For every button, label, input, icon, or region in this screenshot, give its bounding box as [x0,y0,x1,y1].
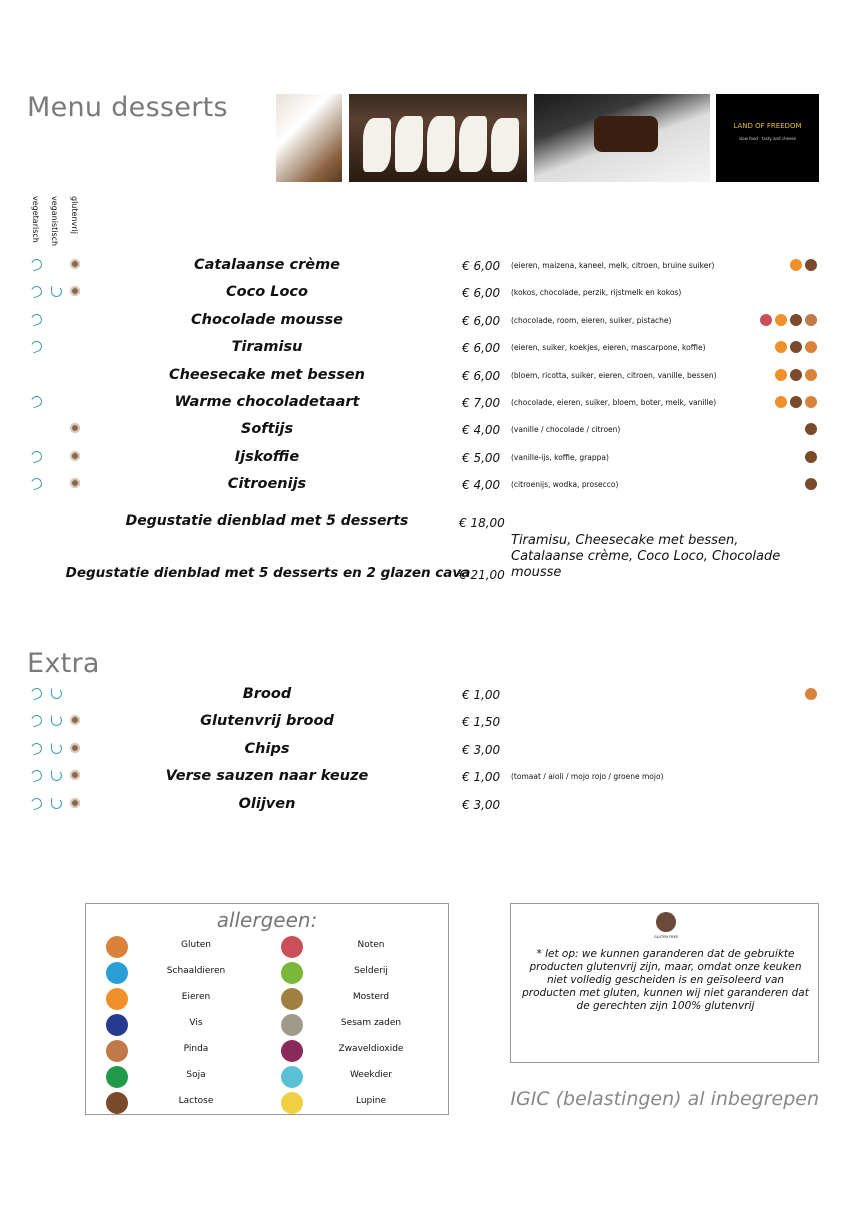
dish-ingredients: (bloem, ricotta, suiker, eieren, citroen, vanille, bessen) [511,370,717,380]
menu-row [0,310,854,334]
allergen-lupine [281,1092,451,1116]
lactose-icon [804,422,818,436]
logo-tagline: slow food · tasty and cheese [738,136,797,141]
dish-price: € 6,00 [462,341,501,356]
dish-name: Glutenvrij brood [200,713,334,730]
noten-icon [281,936,303,958]
allergen-legend-title: allergeen: [216,908,318,932]
dish-price: € 1,00 [462,770,501,785]
gluten-icon [106,936,128,958]
dish-price: € 5,00 [462,450,501,465]
tasting-item-5 [95,513,439,535]
dish-name: Cheesecake met bessen [168,366,366,383]
allergen-label: Gluten [181,940,211,950]
menu-row [0,255,854,279]
allergen-schaaldieren [106,962,276,986]
dish-price: € 3,00 [462,742,501,757]
allergen-sesam [281,1014,451,1038]
allergen-gluten [106,936,276,960]
tasting-name: Degustatie dienblad met 5 desserts [125,513,409,529]
logo-name: LAND OF FREEDOM [733,122,802,130]
vegetarian-icon [29,312,43,326]
dish-ingredients: (kokos, chocolade, perzik, rijstmelk en kokos) [511,288,682,298]
allergen-legend [85,903,449,1115]
column-vegetarisch: vegetarisch [31,196,40,243]
noten-icon [759,313,773,327]
allergen-label: Zwaveldioxide [338,1044,404,1054]
gluten-icon [804,368,818,382]
vegetarian-icon [29,686,43,700]
allergen-selderij [281,962,451,986]
vegan-icon [51,743,62,754]
extra-title: Extra [27,648,100,679]
menu-row [0,766,854,790]
menu-row [0,365,854,389]
dish-name: Ijskoffie [234,448,300,465]
tasting-price: € 21,00 [459,568,505,582]
vegan-icon [51,688,62,699]
gluten-free-icon [656,912,676,932]
allergen-label: Eieren [181,992,211,1002]
vegetarian-icon [29,285,43,299]
allergen-label: Selderij [354,966,388,976]
dish-ingredients: (citroenijs, wodka, prosecco) [511,480,619,490]
menu-row [0,684,854,708]
dish-ingredients: (vanille-ijs, koffie, grappa) [511,452,609,462]
allergen-vis [106,1014,276,1038]
dish-name: Warme chocoladetaart [174,394,360,410]
vegan-icon [51,715,62,726]
dish-name: Olijven [238,795,296,812]
eieren-icon [789,258,803,272]
dish-ingredients: (vanille / chocolade / citroen) [511,425,621,435]
gluten-icon [804,340,818,354]
column-glutenvrij: glutenvrij [70,196,79,234]
tasting-name: Degustatie dienblad met 5 desserts en 2 glazen cava [65,565,471,581]
dish-name: Chocolade mousse [191,311,343,328]
allergen-label: Lactose [178,1096,214,1106]
allergen-zwaveldioxide [281,1040,451,1064]
allergen-noten [281,936,451,960]
allergen-label: Pinda [183,1044,209,1054]
lactose-icon [789,368,803,382]
eieren-icon [774,368,788,382]
tasting-item-cava [60,565,480,587]
photo-plate-3 [427,116,455,172]
vegan-icon [51,770,62,781]
dish-name: Coco Loco [226,284,308,301]
lactose-icon [106,1092,128,1114]
lactose-icon [789,340,803,354]
allergen-pinda [106,1040,276,1064]
schaaldieren-icon [106,962,128,984]
allergen-eieren [106,988,276,1012]
menu-row [0,739,854,763]
eieren-icon [774,340,788,354]
pinda-icon [106,1040,128,1062]
dish-name: Brood [242,686,292,702]
dish-price: € 7,00 [462,396,501,410]
gluten-free-icon [70,286,80,296]
eieren-icon [774,313,788,327]
menu-row [0,794,854,818]
tax-note: IGIC (belastingen) al inbegrepen [510,1088,819,1110]
photo-plate-1 [363,118,391,172]
vegetarian-icon [29,257,43,271]
selderij-icon [281,962,303,984]
allergen-label: Mosterd [352,992,390,1002]
pinda-icon [804,313,818,327]
gluten-icon [804,687,818,701]
dish-price: € 1,00 [462,688,501,702]
dish-name: Verse sauzen naar keuze [165,768,369,785]
eieren-icon [774,395,788,409]
page-title: Menu desserts [27,92,228,123]
photo-plate-4 [459,116,487,172]
vegetarian-icon [29,394,43,408]
menu-row [0,337,854,361]
eieren-icon [106,988,128,1010]
allergen-label: Vis [189,1018,203,1028]
menu-row [0,711,854,735]
lactose-icon [804,450,818,464]
gluten-free-icon [70,715,80,725]
dish-price: € 6,00 [462,368,501,383]
photo-cake-piece [594,116,658,152]
gluten-free-icon [70,798,80,808]
gluten-note-box [510,903,819,1063]
lactose-icon [789,313,803,327]
vegetarian-icon [29,714,43,728]
dish-name: Softijs [240,421,294,438]
menu-row [0,419,854,443]
allergen-label: Noten [357,940,385,950]
gluten-free-icon [70,770,80,780]
zwaveldioxide-icon [281,1040,303,1062]
gluten-icon [804,395,818,409]
photo-cake-slice [276,94,342,182]
gluten-note-text: * let op: we kunnen garanderen dat de gebruikte producten glutenvrij zijn, maar, omdat onze keuken niet volledig gescheiden is en geïsoleerd van producten met gluten, kunnen wij niet garanderen dat de gerechten zijn 100% glutenvrij [522,948,809,1012]
allergen-label: Soja [186,1070,206,1080]
gluten-free-icon [70,259,80,269]
lactose-icon [804,477,818,491]
vegan-icon [51,798,62,809]
photo-plate-5 [491,118,519,172]
allergen-label: Sesam zaden [340,1018,402,1028]
allergen-label: Lupine [355,1096,386,1106]
soja-icon [106,1066,128,1088]
vegetarian-icon [29,340,43,354]
allergen-weekdier [281,1066,451,1090]
gluten-free-icon [70,478,80,488]
vegetarian-icon [29,477,43,491]
dish-name: Chips [244,740,290,757]
column-veganistisch: veganistisch [50,196,59,247]
menu-row [0,447,854,471]
menu-row [0,392,854,416]
vegetarian-icon [29,796,43,810]
dish-ingredients: (eieren, maizena, kaneel, melk, citroen, bruine suiker) [511,261,715,270]
dish-ingredients: (chocolade, room, eieren, suiker, pistache) [511,315,672,325]
dish-price: € 4,00 [462,478,501,493]
dish-price: € 6,00 [462,286,501,301]
gluten-free-icon [70,743,80,753]
gluten-free-icon [70,451,80,461]
allergen-label: Weekdier [349,1070,393,1080]
gluten-free-icon [70,423,80,433]
dish-price: € 1,50 [462,715,501,730]
dish-name: Catalaanse crème [193,257,341,273]
dish-ingredients: (tomaat / aioli / mojo rojo / groene mojo) [511,772,664,782]
dish-name: Citroenijs [227,476,307,493]
logo-land-of-freedom [716,94,819,182]
vegetarian-icon [29,741,43,755]
allergen-soja [106,1066,276,1090]
tasting-note: Tiramisu, Cheesecake met bessen, Catalaanse crème, Coco Loco, Chocolade mousse [511,533,781,580]
gluten-free-badge: GLUTEN FREE [654,935,678,939]
photo-dessert-tray [349,94,527,182]
photo-chocolate-cake [534,94,710,182]
lactose-icon [804,258,818,272]
lupine-icon [281,1092,303,1114]
mosterd-icon [281,988,303,1010]
vegetarian-icon [29,449,43,463]
vegan-icon [51,286,62,297]
allergen-mosterd [281,988,451,1012]
vis-icon [106,1014,128,1036]
weekdier-icon [281,1066,303,1088]
dish-price: € 3,00 [462,797,501,812]
vegetarian-icon [29,769,43,783]
tasting-price: € 18,00 [459,516,505,530]
dish-price: € 6,00 [462,259,501,273]
dish-ingredients: (eieren, suiker, koekjes, eieren, mascarpone, koffie) [511,343,706,353]
dish-ingredients: (chocolade, eieren, suiker, bloem, boter, melk, vanille) [511,398,717,407]
dish-price: € 6,00 [462,313,501,328]
sesam-icon [281,1014,303,1036]
menu-row [0,474,854,498]
lactose-icon [789,395,803,409]
allergen-lactose [106,1092,276,1116]
dish-name: Tiramisu [231,339,303,356]
photo-plate-2 [395,116,423,172]
allergen-label: Schaaldieren [166,966,226,976]
menu-row [0,282,854,306]
dish-price: € 4,00 [462,423,501,438]
